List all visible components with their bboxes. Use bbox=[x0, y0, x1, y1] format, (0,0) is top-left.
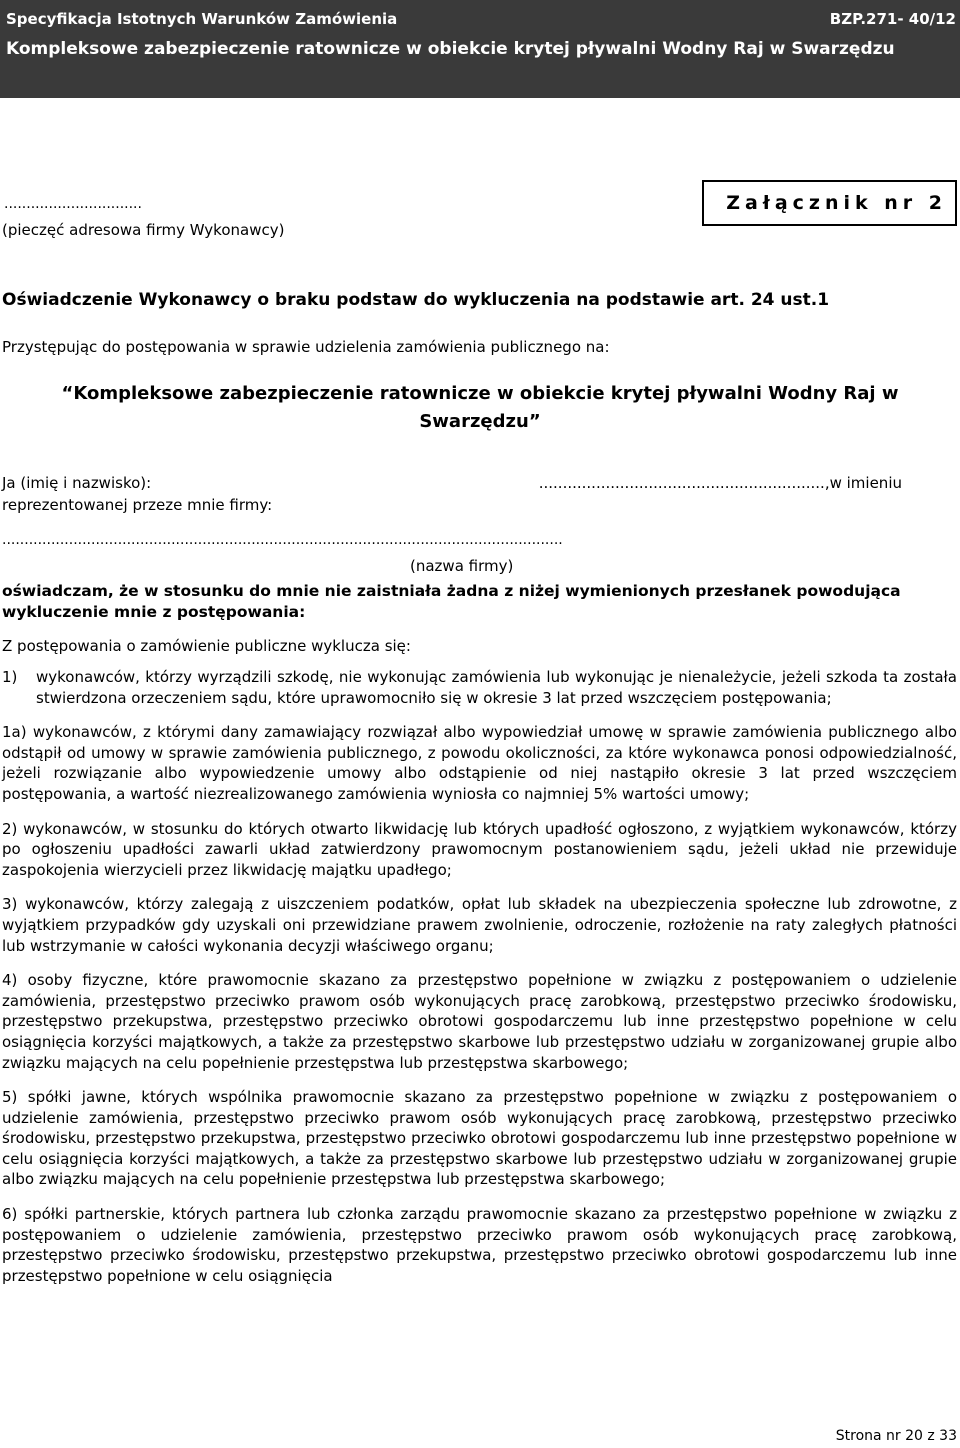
item-number: 2) bbox=[2, 819, 18, 838]
item-number: 5) bbox=[2, 1088, 18, 1107]
item-text: wykonawców, w stosunku do których otwarto likwidację lub których upadłość ogłoszono, z wyjątkiem wykonawców, którzy po ogłoszeniu upadłości zawarli układ zatwierdzony prawomocnym postanowieniem sądu, jeżeli układ nie przewiduje zaspokojenia wierzycieli przez likwidację majątku upadłego; bbox=[2, 819, 957, 879]
declaration-title: Oświadczenie Wykonawcy o braku podstaw do wykluczenia na podstawie art. 24 ust.1 bbox=[2, 290, 830, 310]
item-text: osoby fizyczne, które prawomocnie skazano za przestępstwo popełnione w związku z postępowaniem o udzielenie zamówienia, przestępstwo przeciwko prawom osób wykonujących pracę zarobkową, przestępstwo przeciwko środowisku, przestępstwo przekupstwa, przestępstwo przeciwko obrotowi gospodarczemu lub inne przestępstwo popełnione w celu osiągnięcia korzyści majątkowych, a także za przestępstwo skarbowe lub przestępstwo udziału w zorganizowanej grupie albo związku mających na celu popełnienie przestępstwa lub przestępstwa skarbowego; bbox=[2, 971, 957, 1072]
doc-number: BZP.271- 40/12 bbox=[829, 10, 956, 28]
project-title: Kompleksowe zabezpieczenie ratownicze w obiekcie krytej pływalni Wodny Raj w Swarzędzu bbox=[6, 39, 895, 59]
representative-dots: ............................................................ bbox=[538, 474, 825, 492]
item-text: wykonawców, z którymi dany zamawiający rozwiązał albo wypowiedział umowę w sprawie zamówienia publicznego albo odstąpił od umowy w sprawie zamówienia publicznego, z powodu okoliczności, za które wykonawca ponosi odpowiedzialność, jeżeli rozwiązanie albo wypowiedzenie umowy albo odstąpienie od niej nastąpiło okresie 3 lat przed wszczęciem postępowania, a wartość niezrealizowanego zamówienia wyniosła co najmniej 5% wartości umowy; bbox=[2, 723, 957, 803]
statement: oświadczam, że w stosunku do mnie nie zaistniała żadna z niżej wymienionych przesłanek powodująca wykluczenie mnie z postępowania: bbox=[2, 582, 901, 621]
annex-label: Załącznik nr 2 bbox=[726, 192, 947, 214]
list-item bbox=[2, 1204, 957, 1286]
header-row bbox=[6, 8, 956, 30]
exclusion-list bbox=[2, 667, 957, 1300]
exclude-intro: Z postępowania o zamówienie publiczne wyklucza się: bbox=[2, 637, 411, 655]
annex-box bbox=[702, 180, 957, 226]
item-number: 1a) bbox=[2, 723, 27, 742]
page-number: Strona nr 20 z 33 bbox=[835, 1428, 957, 1444]
item-number: 4) bbox=[2, 971, 18, 990]
item-number: 6) bbox=[2, 1205, 18, 1224]
list-item bbox=[2, 722, 957, 804]
representative-suffix: ,w imieniu bbox=[824, 474, 902, 492]
list-item bbox=[2, 894, 957, 956]
representative-label: Ja (imię i nazwisko): bbox=[2, 474, 152, 492]
representative-second-line: reprezentowanej przeze mnie firmy: bbox=[2, 496, 273, 514]
page-header bbox=[0, 0, 960, 98]
representative-line bbox=[2, 472, 902, 494]
list-item bbox=[2, 1087, 957, 1190]
item-text: spółki jawne, których wspólnika prawomocnie skazano za przestępstwo popełnione w związku z postępowaniem o udzielenie zamówienia, przestępstwo przeciwko prawom osób wykonujących pracę zarobkową, przestępstwo przeciwko środowisku, przestępstwo przekupstwa, przestępstwo przeciwko obrotowi gospodarczemu lub inne przestępstwo popełnione w celu osiągnięcia korzyści majątkowych, a także za przestępstwo skarbowe lub przestępstwo udziału w zorganizowanej grupie albo związku mających na celu popełnienie przestępstwa lub przestępstwa skarbowego; bbox=[2, 1088, 957, 1189]
firm-dots: .............................................................................................................................. bbox=[2, 532, 563, 548]
subject-title: “Kompleksowe zabezpieczenie ratownicze w obiekcie krytej pływalni Wodny Raj w Swarzędzu” bbox=[61, 383, 899, 432]
item-number: 3) bbox=[2, 895, 18, 914]
item-text: spółki partnerskie, których partnera lub członka zarządu prawomocnie skazano za przestępstwo popełnione w związku z postępowaniem o udzielenie zamówienia, przestępstwo przeciwko prawom osób wykonujących pracę zarobkową, przestępstwo przeciwko środowisku, przestępstwo przekupstwa, przestępstwo przeciwko obrotowi gospodarczemu lub inne przestępstwo popełnione w celu osiągnięcia bbox=[2, 1205, 957, 1285]
item-text: wykonawców, którzy wyrządzili szkodę, nie wykonując zamówienia lub wykonując je nienależycie, jeżeli szkoda ta została stwierdzona orzeczeniem sądu, które uprawomocniło się w okresie 3 lat przed wszczęciem postępowania; bbox=[36, 668, 957, 707]
representative-fill bbox=[539, 472, 902, 494]
stamp-dots: ............................... bbox=[4, 196, 142, 212]
item-text: wykonawców, którzy zalegają z uiszczeniem podatków, opłat lub składek na ubezpieczenia społeczne lub zdrowotne, z wyjątkiem przypadków gdy uzyskali oni przewidziane prawem zwolnienie, odroczenie, rozłożenie na raty zaległych płatności lub wstrzymanie w całości wykonania decyzji właściwego organu; bbox=[2, 895, 957, 955]
item-number: 1) bbox=[2, 668, 18, 686]
stamp-label: (pieczęć adresowa firmy Wykonawcy) bbox=[2, 221, 285, 239]
doc-title: Specyfikacja Istotnych Warunków Zamówienia bbox=[6, 10, 398, 28]
list-item bbox=[2, 667, 957, 708]
list-item bbox=[2, 970, 957, 1073]
firm-label: (nazwa firmy) bbox=[410, 557, 514, 575]
list-item bbox=[2, 819, 957, 881]
intro-text: Przystępując do postępowania w sprawie udzielenia zamówienia publicznego na: bbox=[2, 338, 610, 356]
